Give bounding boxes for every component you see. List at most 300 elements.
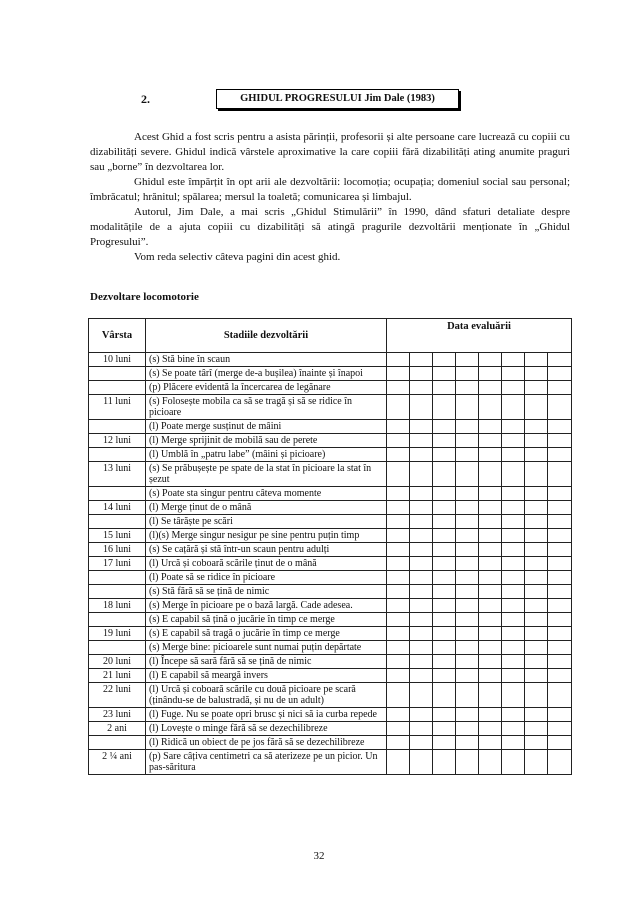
- stage-cell: (s) Se poate târî (merge de-a bușilea) înainte și înapoi: [146, 367, 387, 381]
- evaluation-date-cell[interactable]: [525, 367, 548, 381]
- evaluation-date-cell[interactable]: [433, 655, 456, 669]
- evaluation-date-cell[interactable]: [410, 722, 433, 736]
- stage-cell: (s) Se prăbușește pe spate de la stat în picioare la stat în șezut: [146, 462, 387, 487]
- evaluation-date-cell[interactable]: [548, 367, 572, 381]
- evaluation-date-cell[interactable]: [387, 395, 410, 420]
- evaluation-date-cell[interactable]: [410, 613, 433, 627]
- evaluation-date-cell[interactable]: [410, 462, 433, 487]
- evaluation-date-cell[interactable]: [525, 395, 548, 420]
- age-cell: [89, 367, 146, 381]
- evaluation-date-cell[interactable]: [548, 448, 572, 462]
- table-row: [89, 585, 572, 599]
- evaluation-date-cell[interactable]: [410, 557, 433, 571]
- evaluation-date-cell[interactable]: [410, 501, 433, 515]
- evaluation-date-cell[interactable]: [456, 655, 479, 669]
- table-row: [89, 669, 572, 683]
- evaluation-date-cell[interactable]: [479, 736, 502, 750]
- evaluation-date-cell[interactable]: [479, 529, 502, 543]
- evaluation-date-cell[interactable]: [548, 543, 572, 557]
- table-row: [89, 529, 572, 543]
- evaluation-date-cell[interactable]: [456, 571, 479, 585]
- evaluation-date-cell[interactable]: [433, 487, 456, 501]
- age-cell: [89, 448, 146, 462]
- age-cell: 12 luni: [89, 434, 146, 448]
- evaluation-date-cell[interactable]: [525, 487, 548, 501]
- evaluation-date-cell[interactable]: [525, 420, 548, 434]
- evaluation-date-cell[interactable]: [502, 487, 525, 501]
- stage-cell: (l) Se târăște pe scări: [146, 515, 387, 529]
- evaluation-date-cell[interactable]: [433, 420, 456, 434]
- evaluation-date-cell[interactable]: [548, 641, 572, 655]
- evaluation-date-cell[interactable]: [502, 613, 525, 627]
- evaluation-date-cell[interactable]: [456, 736, 479, 750]
- evaluation-date-cell[interactable]: [387, 448, 410, 462]
- evaluation-date-cell[interactable]: [387, 736, 410, 750]
- evaluation-date-cell[interactable]: [387, 367, 410, 381]
- stage-cell: (l) Lovește o minge fără să se dezechilibreze: [146, 722, 387, 736]
- table-row: [89, 627, 572, 641]
- evaluation-date-cell[interactable]: [479, 613, 502, 627]
- table-row: [89, 420, 572, 434]
- evaluation-date-cell[interactable]: [502, 501, 525, 515]
- evaluation-date-cell[interactable]: [525, 434, 548, 448]
- table-row: [89, 381, 572, 395]
- evaluation-date-cell[interactable]: [479, 367, 502, 381]
- evaluation-date-cell[interactable]: [548, 722, 572, 736]
- evaluation-date-cell[interactable]: [433, 599, 456, 613]
- evaluation-date-cell[interactable]: [548, 613, 572, 627]
- evaluation-date-cell[interactable]: [456, 501, 479, 515]
- evaluation-date-cell[interactable]: [456, 750, 479, 775]
- evaluation-date-cell[interactable]: [433, 515, 456, 529]
- age-cell: 18 luni: [89, 599, 146, 613]
- section-number: 2.: [141, 92, 150, 106]
- evaluation-date-cell[interactable]: [433, 750, 456, 775]
- evaluation-date-cell[interactable]: [525, 585, 548, 599]
- evaluation-date-cell[interactable]: [456, 529, 479, 543]
- guide-title-box: GHIDUL PROGRESULUI Jim Dale (1983): [216, 89, 459, 109]
- age-cell: 16 luni: [89, 543, 146, 557]
- age-cell: [89, 613, 146, 627]
- evaluation-date-cell[interactable]: [502, 462, 525, 487]
- evaluation-date-cell[interactable]: [525, 557, 548, 571]
- evaluation-date-cell[interactable]: [479, 683, 502, 708]
- stage-cell: (l)(s) Merge singur nesigur pe sine pentru puțin timp: [146, 529, 387, 543]
- evaluation-date-cell[interactable]: [387, 501, 410, 515]
- evaluation-date-cell[interactable]: [410, 655, 433, 669]
- evaluation-date-cell[interactable]: [456, 585, 479, 599]
- evaluation-date-cell[interactable]: [479, 571, 502, 585]
- evaluation-date-cell[interactable]: [502, 420, 525, 434]
- evaluation-date-cell[interactable]: [502, 571, 525, 585]
- evaluation-date-cell[interactable]: [410, 750, 433, 775]
- intro-paragraph: Ghidul este împărțit în opt arii ale dezvoltării: locomoția; ocupația; domeniul social sau personal; îmbrăcatul; hrănitul; spălarea; mersul la toaletă; comunicarea și limbajul.: [90, 176, 570, 203]
- evaluation-date-cell[interactable]: [525, 599, 548, 613]
- evaluation-date-cell[interactable]: [548, 557, 572, 571]
- evaluation-date-cell[interactable]: [479, 585, 502, 599]
- evaluation-date-cell[interactable]: [387, 627, 410, 641]
- evaluation-date-cell[interactable]: [525, 613, 548, 627]
- evaluation-date-cell[interactable]: [479, 750, 502, 775]
- evaluation-date-cell[interactable]: [410, 487, 433, 501]
- evaluation-date-cell[interactable]: [479, 420, 502, 434]
- evaluation-date-cell[interactable]: [410, 599, 433, 613]
- table-row: [89, 708, 572, 722]
- evaluation-date-cell[interactable]: [433, 557, 456, 571]
- evaluation-date-cell[interactable]: [548, 529, 572, 543]
- evaluation-date-cell[interactable]: [525, 501, 548, 515]
- evaluation-date-cell[interactable]: [502, 448, 525, 462]
- evaluation-date-cell[interactable]: [433, 353, 456, 367]
- table-row: [89, 448, 572, 462]
- stage-cell: (l) Umblă în „patru labe” (mâini și picioare): [146, 448, 387, 462]
- evaluation-date-cell[interactable]: [548, 515, 572, 529]
- evaluation-date-cell[interactable]: [387, 557, 410, 571]
- intro-paragraph: Autorul, Jim Dale, a mai scris „Ghidul Stimulării” în 1990, dând sfaturi detaliate despre modalitățile de a ajuta copiii cu dizabilități să atingă pragurile dezvoltării menționate în „Ghidul Progresului”.: [90, 206, 570, 248]
- evaluation-date-cell[interactable]: [548, 599, 572, 613]
- evaluation-date-cell[interactable]: [456, 627, 479, 641]
- evaluation-date-cell[interactable]: [479, 543, 502, 557]
- evaluation-date-cell[interactable]: [456, 669, 479, 683]
- intro-paragraph: Vom reda selectiv câteva pagini din acest ghid.: [134, 251, 341, 263]
- evaluation-date-cell[interactable]: [548, 501, 572, 515]
- evaluation-date-cell[interactable]: [387, 381, 410, 395]
- age-cell: [89, 736, 146, 750]
- table-row: [89, 571, 572, 585]
- evaluation-date-cell[interactable]: [502, 529, 525, 543]
- section-title: Dezvoltare locomotorie: [90, 291, 199, 303]
- evaluation-date-cell[interactable]: [525, 529, 548, 543]
- evaluation-date-cell[interactable]: [456, 543, 479, 557]
- evaluation-date-cell[interactable]: [548, 487, 572, 501]
- evaluation-date-cell[interactable]: [410, 683, 433, 708]
- evaluation-date-cell[interactable]: [479, 434, 502, 448]
- evaluation-date-cell[interactable]: [525, 571, 548, 585]
- evaluation-date-cell[interactable]: [410, 515, 433, 529]
- evaluation-date-cell[interactable]: [548, 381, 572, 395]
- age-cell: [89, 585, 146, 599]
- evaluation-date-cell[interactable]: [433, 683, 456, 708]
- evaluation-date-cell[interactable]: [479, 627, 502, 641]
- evaluation-date-cell[interactable]: [387, 599, 410, 613]
- evaluation-date-cell[interactable]: [548, 353, 572, 367]
- page-heading: [0, 89, 638, 111]
- evaluation-date-cell[interactable]: [548, 434, 572, 448]
- evaluation-date-cell[interactable]: [525, 543, 548, 557]
- evaluation-date-cell[interactable]: [548, 736, 572, 750]
- evaluation-date-cell[interactable]: [387, 487, 410, 501]
- stage-cell: (s) Se cațără și stă într-un scaun pentru adulți: [146, 543, 387, 557]
- evaluation-date-cell[interactable]: [502, 750, 525, 775]
- evaluation-date-cell[interactable]: [548, 627, 572, 641]
- evaluation-date-cell[interactable]: [525, 627, 548, 641]
- evaluation-date-cell[interactable]: [433, 434, 456, 448]
- table-row: [89, 515, 572, 529]
- evaluation-date-cell[interactable]: [433, 627, 456, 641]
- evaluation-date-cell[interactable]: [502, 434, 525, 448]
- stage-cell: (s) Merge bine: picioarele sunt numai puțin depărtate: [146, 641, 387, 655]
- development-table: [88, 318, 572, 775]
- stage-cell: (l) Începe să sară fără să se țină de nimic: [146, 655, 387, 669]
- evaluation-date-cell[interactable]: [387, 722, 410, 736]
- stage-cell: (s) E capabil să tragă o jucărie în timp ce merge: [146, 627, 387, 641]
- evaluation-date-cell[interactable]: [410, 434, 433, 448]
- evaluation-date-cell[interactable]: [456, 708, 479, 722]
- age-cell: [89, 515, 146, 529]
- age-cell: 21 luni: [89, 669, 146, 683]
- evaluation-date-cell[interactable]: [548, 571, 572, 585]
- evaluation-date-cell[interactable]: [433, 529, 456, 543]
- evaluation-date-cell[interactable]: [456, 353, 479, 367]
- intro-paragraph: Acest Ghid a fost scris pentru a asista părinții, profesorii și alte persoane care lucrează cu copiii cu dizabilități severe. Ghidul indică vârstele aproximative la care copiii fără dizabilități ating anumite praguri sau „borne” în dezvoltarea lor.: [90, 131, 570, 173]
- evaluation-date-cell[interactable]: [433, 708, 456, 722]
- evaluation-date-cell[interactable]: [410, 571, 433, 585]
- evaluation-date-cell[interactable]: [410, 367, 433, 381]
- age-cell: [89, 487, 146, 501]
- table-body: [89, 353, 572, 775]
- evaluation-date-cell[interactable]: [502, 627, 525, 641]
- stage-cell: (s) E capabil să țină o jucărie în timp ce merge: [146, 613, 387, 627]
- evaluation-date-cell[interactable]: [387, 585, 410, 599]
- stage-column-header: Stadiile dezvoltării: [146, 319, 387, 353]
- evaluation-date-cell[interactable]: [525, 750, 548, 775]
- table-row: [89, 367, 572, 381]
- evaluation-date-cell[interactable]: [502, 708, 525, 722]
- evaluation-date-cell[interactable]: [525, 462, 548, 487]
- evaluation-date-cell[interactable]: [387, 543, 410, 557]
- evaluation-date-cell[interactable]: [548, 585, 572, 599]
- evaluation-date-cell[interactable]: [548, 395, 572, 420]
- table-row: [89, 736, 572, 750]
- evaluation-date-cell[interactable]: [387, 529, 410, 543]
- evaluation-date-cell[interactable]: [456, 420, 479, 434]
- evaluation-date-cell[interactable]: [387, 462, 410, 487]
- evaluation-date-cell[interactable]: [502, 381, 525, 395]
- evaluation-date-cell[interactable]: [387, 655, 410, 669]
- evaluation-date-cell[interactable]: [387, 750, 410, 775]
- stage-cell: (l) Ridică un obiect de pe jos fără să se dezechilibreze: [146, 736, 387, 750]
- evaluation-date-cell[interactable]: [525, 448, 548, 462]
- age-cell: [89, 381, 146, 395]
- evaluation-date-cell[interactable]: [525, 381, 548, 395]
- evaluation-date-cell[interactable]: [502, 367, 525, 381]
- evaluation-date-cell[interactable]: [456, 683, 479, 708]
- evaluation-date-cell[interactable]: [502, 515, 525, 529]
- evaluation-date-cell[interactable]: [433, 501, 456, 515]
- age-cell: 19 luni: [89, 627, 146, 641]
- evaluation-date-cell[interactable]: [525, 683, 548, 708]
- evaluation-date-cell[interactable]: [387, 515, 410, 529]
- evaluation-date-cell[interactable]: [433, 641, 456, 655]
- evaluation-date-cell[interactable]: [433, 448, 456, 462]
- evaluation-date-cell[interactable]: [410, 381, 433, 395]
- table-row: [89, 462, 572, 487]
- evaluation-date-cell[interactable]: [502, 585, 525, 599]
- evaluation-date-cell[interactable]: [525, 736, 548, 750]
- evaluation-date-cell[interactable]: [433, 381, 456, 395]
- evaluation-date-cell[interactable]: [548, 683, 572, 708]
- evaluation-date-cell[interactable]: [479, 462, 502, 487]
- evaluation-date-cell[interactable]: [456, 434, 479, 448]
- evaluation-column-header: Data evaluării: [387, 319, 572, 353]
- evaluation-date-cell[interactable]: [410, 448, 433, 462]
- evaluation-date-cell[interactable]: [525, 708, 548, 722]
- evaluation-date-cell[interactable]: [433, 722, 456, 736]
- table-row: [89, 641, 572, 655]
- evaluation-date-cell[interactable]: [410, 641, 433, 655]
- evaluation-date-cell[interactable]: [525, 515, 548, 529]
- evaluation-date-cell[interactable]: [456, 599, 479, 613]
- evaluation-date-cell[interactable]: [479, 641, 502, 655]
- evaluation-date-cell[interactable]: [456, 515, 479, 529]
- stage-cell: (l) Fuge. Nu se poate opri brusc și nici să ia curba repede: [146, 708, 387, 722]
- evaluation-date-cell[interactable]: [433, 571, 456, 585]
- evaluation-date-cell[interactable]: [548, 462, 572, 487]
- evaluation-date-cell[interactable]: [433, 543, 456, 557]
- age-cell: 2 ¼ ani: [89, 750, 146, 775]
- evaluation-date-cell[interactable]: [479, 655, 502, 669]
- evaluation-date-cell[interactable]: [387, 708, 410, 722]
- evaluation-date-cell[interactable]: [387, 420, 410, 434]
- evaluation-date-cell[interactable]: [502, 736, 525, 750]
- evaluation-date-cell[interactable]: [456, 367, 479, 381]
- stage-cell: (s) Stă bine în scaun: [146, 353, 387, 367]
- evaluation-date-cell[interactable]: [502, 557, 525, 571]
- evaluation-date-cell[interactable]: [548, 655, 572, 669]
- evaluation-date-cell[interactable]: [525, 641, 548, 655]
- evaluation-date-cell[interactable]: [387, 434, 410, 448]
- evaluation-date-cell[interactable]: [479, 501, 502, 515]
- evaluation-date-cell[interactable]: [456, 557, 479, 571]
- stage-cell: (l) Poate să se ridice în picioare: [146, 571, 387, 585]
- evaluation-date-cell[interactable]: [456, 462, 479, 487]
- page-number: 32: [313, 850, 325, 862]
- evaluation-date-cell[interactable]: [456, 487, 479, 501]
- evaluation-date-cell[interactable]: [479, 515, 502, 529]
- age-cell: 15 luni: [89, 529, 146, 543]
- evaluation-date-cell[interactable]: [387, 641, 410, 655]
- evaluation-date-cell[interactable]: [410, 585, 433, 599]
- evaluation-date-cell[interactable]: [387, 683, 410, 708]
- evaluation-date-cell[interactable]: [479, 381, 502, 395]
- evaluation-date-cell[interactable]: [456, 381, 479, 395]
- age-cell: [89, 571, 146, 585]
- evaluation-date-cell[interactable]: [502, 599, 525, 613]
- evaluation-date-cell[interactable]: [479, 669, 502, 683]
- evaluation-date-cell[interactable]: [456, 395, 479, 420]
- evaluation-date-cell[interactable]: [502, 655, 525, 669]
- evaluation-date-cell[interactable]: [548, 420, 572, 434]
- evaluation-date-cell[interactable]: [410, 736, 433, 750]
- table-row: [89, 655, 572, 669]
- evaluation-date-cell[interactable]: [502, 395, 525, 420]
- evaluation-date-cell[interactable]: [548, 708, 572, 722]
- evaluation-date-cell[interactable]: [433, 462, 456, 487]
- stage-cell: (l) E capabil să meargă invers: [146, 669, 387, 683]
- evaluation-date-cell[interactable]: [502, 641, 525, 655]
- age-cell: [89, 641, 146, 655]
- table-row: [89, 353, 572, 367]
- table-header-row: [89, 319, 572, 353]
- evaluation-date-cell[interactable]: [433, 395, 456, 420]
- evaluation-date-cell[interactable]: [525, 655, 548, 669]
- evaluation-date-cell[interactable]: [410, 708, 433, 722]
- evaluation-date-cell[interactable]: [479, 487, 502, 501]
- age-cell: 14 luni: [89, 501, 146, 515]
- evaluation-date-cell[interactable]: [479, 599, 502, 613]
- evaluation-date-cell[interactable]: [502, 353, 525, 367]
- evaluation-date-cell[interactable]: [479, 557, 502, 571]
- stage-cell: (p) Plăcere evidentă la încercarea de legănare: [146, 381, 387, 395]
- evaluation-date-cell[interactable]: [502, 543, 525, 557]
- stage-cell: (p) Sare câțiva centimetri ca să aterizeze pe un picior. Un pas-săritura: [146, 750, 387, 775]
- evaluation-date-cell[interactable]: [479, 395, 502, 420]
- age-cell: 20 luni: [89, 655, 146, 669]
- evaluation-date-cell[interactable]: [456, 722, 479, 736]
- table-row: [89, 434, 572, 448]
- evaluation-date-cell[interactable]: [479, 708, 502, 722]
- evaluation-date-cell[interactable]: [479, 448, 502, 462]
- table-row: [89, 683, 572, 708]
- evaluation-date-cell[interactable]: [525, 353, 548, 367]
- stage-cell: (l) Poate merge susținut de mâini: [146, 420, 387, 434]
- age-cell: 11 luni: [89, 395, 146, 420]
- evaluation-date-cell[interactable]: [410, 420, 433, 434]
- evaluation-date-cell[interactable]: [387, 353, 410, 367]
- evaluation-date-cell[interactable]: [410, 543, 433, 557]
- evaluation-date-cell[interactable]: [548, 750, 572, 775]
- evaluation-date-cell[interactable]: [433, 367, 456, 381]
- evaluation-date-cell[interactable]: [387, 669, 410, 683]
- evaluation-date-cell[interactable]: [502, 669, 525, 683]
- evaluation-date-cell[interactable]: [502, 683, 525, 708]
- evaluation-date-cell[interactable]: [410, 353, 433, 367]
- evaluation-date-cell[interactable]: [433, 669, 456, 683]
- evaluation-date-cell[interactable]: [433, 736, 456, 750]
- stage-cell: (l) Merge sprijinit de mobilă sau de perete: [146, 434, 387, 448]
- table-row: [89, 487, 572, 501]
- evaluation-date-cell[interactable]: [456, 613, 479, 627]
- table-row: [89, 543, 572, 557]
- evaluation-date-cell[interactable]: [410, 627, 433, 641]
- evaluation-date-cell[interactable]: [410, 395, 433, 420]
- evaluation-date-cell[interactable]: [410, 669, 433, 683]
- table-row: [89, 613, 572, 627]
- stage-cell: (l) Urcă și coboară scările ținut de o mână: [146, 557, 387, 571]
- evaluation-date-cell[interactable]: [479, 353, 502, 367]
- table-row: [89, 722, 572, 736]
- table-row: [89, 750, 572, 775]
- evaluation-date-cell[interactable]: [525, 722, 548, 736]
- evaluation-date-cell[interactable]: [410, 529, 433, 543]
- evaluation-date-cell[interactable]: [387, 613, 410, 627]
- evaluation-date-cell[interactable]: [433, 613, 456, 627]
- evaluation-date-cell[interactable]: [502, 722, 525, 736]
- evaluation-date-cell[interactable]: [433, 585, 456, 599]
- evaluation-date-cell[interactable]: [387, 571, 410, 585]
- evaluation-date-cell[interactable]: [456, 448, 479, 462]
- evaluation-date-cell[interactable]: [548, 669, 572, 683]
- evaluation-date-cell[interactable]: [525, 669, 548, 683]
- stage-cell: (s) Poate sta singur pentru câteva momente: [146, 487, 387, 501]
- evaluation-date-cell[interactable]: [479, 722, 502, 736]
- intro-text: [90, 130, 570, 265]
- stage-cell: (s) Merge în picioare pe o bază largă. Cade adesea.: [146, 599, 387, 613]
- table-row: [89, 501, 572, 515]
- evaluation-date-cell[interactable]: [456, 641, 479, 655]
- age-cell: 23 luni: [89, 708, 146, 722]
- stage-cell: (l) Urcă și coboară scările cu două picioare pe scară (ținându-se de balustradă, și nu de un adult): [146, 683, 387, 708]
